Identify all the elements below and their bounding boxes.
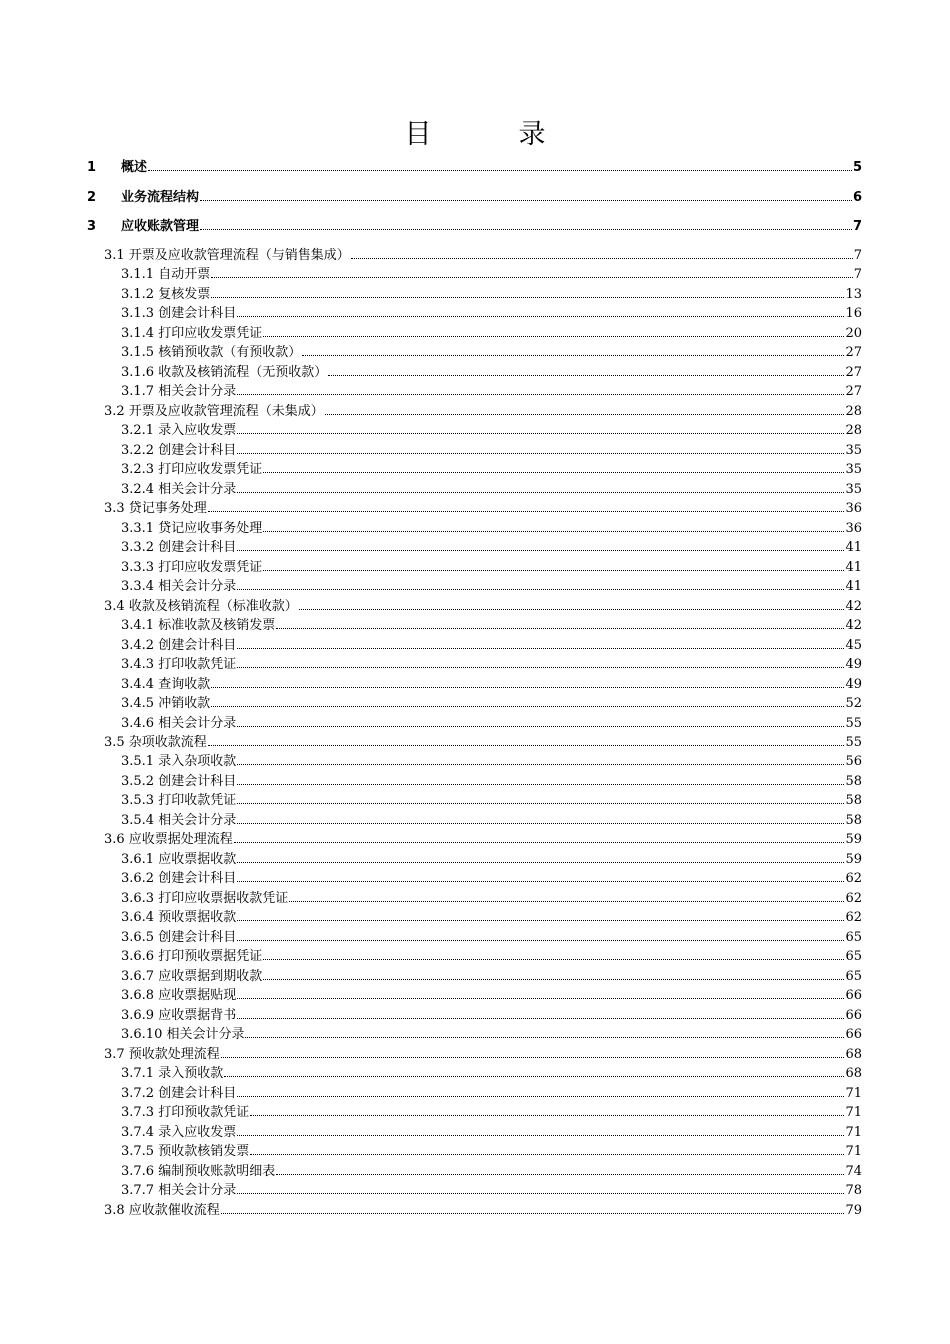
toc-dot-leader xyxy=(237,1018,844,1019)
toc-page-number: 78 xyxy=(845,1183,862,1199)
toc-chapter-entry xyxy=(87,214,862,234)
toc-dot-leader xyxy=(208,745,845,746)
toc-entry-title: 3.1.4 打印应收发票凭证 xyxy=(121,325,263,341)
toc-page-number: 62 xyxy=(845,890,862,906)
toc-entry-title: 3.7.6 编制预收账款明细表 xyxy=(121,1163,276,1179)
toc-entry-title: 3.8 应收款催收流程 xyxy=(104,1202,220,1218)
toc-section-entry xyxy=(104,245,862,263)
toc-chapter-number: 2 xyxy=(87,190,97,205)
toc-entry-title: 3.3.2 创建会计科目 xyxy=(121,540,237,556)
toc-subsection-entry xyxy=(121,907,862,925)
toc-subsection-entry xyxy=(121,264,862,282)
toc-dot-leader xyxy=(325,414,845,415)
toc-entry-title: 3.6.5 创建会计科目 xyxy=(121,929,237,945)
toc-dot-leader xyxy=(237,920,844,921)
toc-subsection-entry xyxy=(121,479,862,497)
toc-page-number: 35 xyxy=(845,442,862,458)
toc-page-number: 66 xyxy=(845,988,862,1004)
toc-dot-leader xyxy=(263,959,844,960)
toc-entry-title: 3.3.4 相关会计分录 xyxy=(121,579,237,595)
toc-dot-leader xyxy=(289,901,844,902)
toc-entry-title: 3.2.1 录入应收发票 xyxy=(121,423,237,439)
toc-dot-leader xyxy=(237,453,844,454)
toc-section-entry xyxy=(104,1200,862,1218)
toc-subsection-entry xyxy=(121,674,862,692)
toc-subsection-entry xyxy=(121,693,862,711)
toc-subsection-entry xyxy=(121,362,862,380)
toc-subsection-entry xyxy=(121,985,862,1003)
toc-page-number: 5 xyxy=(852,160,862,175)
toc-page-number: 62 xyxy=(845,910,862,926)
toc-dot-leader xyxy=(237,316,844,317)
toc-entry-title: 3.7.7 相关会计分录 xyxy=(121,1183,237,1199)
toc-chapter-number: 1 xyxy=(87,160,97,175)
toc-chapter-title: 概述 xyxy=(121,160,148,175)
toc-dot-leader xyxy=(263,570,844,571)
toc-dot-leader xyxy=(237,648,844,649)
toc-entry-title: 3.6.3 打印应收票据收款凭证 xyxy=(121,890,289,906)
toc-page-number: 27 xyxy=(845,364,862,380)
toc-subsection-entry xyxy=(121,810,862,828)
toc-subsection-entry xyxy=(121,1161,862,1179)
toc-dot-leader xyxy=(234,842,845,843)
toc-page-number: 62 xyxy=(845,871,862,887)
toc-subsection-entry xyxy=(121,420,862,438)
toc-subsection-entry xyxy=(121,615,862,633)
toc-dot-leader xyxy=(276,628,844,629)
toc-page-number: 71 xyxy=(845,1124,862,1140)
toc-entry-title: 3.7.4 录入应收发票 xyxy=(121,1124,237,1140)
toc-subsection-entry xyxy=(121,946,862,964)
toc-page-number: 59 xyxy=(845,851,862,867)
toc-dot-leader xyxy=(250,1154,844,1155)
toc-subsection-entry xyxy=(121,654,862,672)
toc-section-entry xyxy=(104,401,862,419)
toc-section-entry xyxy=(104,596,862,614)
toc-entry-title: 3.1 开票及应收款管理流程（与销售集成） xyxy=(104,248,350,263)
toc-page-number: 79 xyxy=(845,1202,862,1218)
toc-entry-title: 3.6.1 应收票据收款 xyxy=(121,851,237,867)
toc-dot-leader xyxy=(263,472,844,473)
toc-subsection-entry xyxy=(121,303,862,321)
toc-page-number: 58 xyxy=(845,773,862,789)
toc-dot-leader xyxy=(237,784,844,785)
toc-entry-title: 3.6.2 创建会计科目 xyxy=(121,871,237,887)
toc-subsection-entry xyxy=(121,1024,862,1042)
toc-dot-leader xyxy=(263,336,844,337)
toc-entry-title: 3.5.3 打印收款凭证 xyxy=(121,793,237,809)
toc-entry-title: 3.7.3 打印预收款凭证 xyxy=(121,1105,250,1121)
toc-entry-title: 3.1.3 创建会计科目 xyxy=(121,306,237,322)
toc-subsection-entry xyxy=(121,888,862,906)
toc-dot-leader xyxy=(237,1193,844,1194)
toc-entry-title: 3.2.2 创建会计科目 xyxy=(121,442,237,458)
toc-subsection-entry xyxy=(121,518,862,536)
toc-entry-title: 3.4 收款及核销流程（标准收款） xyxy=(104,598,298,614)
toc-subsection-entry xyxy=(121,771,862,789)
toc-dot-leader xyxy=(237,940,844,941)
toc-dot-leader xyxy=(237,589,844,590)
toc-dot-leader xyxy=(245,1037,844,1038)
toc-page-number: 27 xyxy=(845,345,862,361)
toc-dot-leader xyxy=(237,492,844,493)
toc-page-number: 7 xyxy=(853,248,862,263)
toc-dot-leader xyxy=(250,1115,844,1116)
toc-entry-title: 3.4.6 相关会计分录 xyxy=(121,715,237,731)
toc-entry-title: 3.7 预收款处理流程 xyxy=(104,1046,220,1062)
page-title: 目 录 xyxy=(404,119,576,150)
toc-page-number: 35 xyxy=(845,481,862,497)
toc-dot-leader xyxy=(237,550,844,551)
toc-dot-leader xyxy=(237,667,844,668)
toc-dot-leader xyxy=(263,531,844,532)
toc-page-number: 41 xyxy=(845,540,862,556)
toc-page-number: 36 xyxy=(845,520,862,536)
toc-dot-leader xyxy=(237,764,844,765)
toc-subsection-entry xyxy=(121,1005,862,1023)
toc-page-number: 71 xyxy=(845,1144,862,1160)
toc-page-number: 66 xyxy=(845,1027,862,1043)
toc-subsection-entry xyxy=(121,323,862,341)
toc-page-number: 6 xyxy=(852,190,862,205)
toc-entry-title: 3.4.4 查询收款 xyxy=(121,676,211,692)
toc-subsection-entry xyxy=(121,1122,862,1140)
toc-page-number: 58 xyxy=(845,812,862,828)
toc-subsection-entry xyxy=(121,635,862,653)
toc-dot-leader xyxy=(237,433,844,434)
toc-section-entry xyxy=(104,498,862,516)
toc-page-number: 58 xyxy=(845,793,862,809)
toc-dot-leader xyxy=(224,1076,844,1077)
toc-subsection-entry xyxy=(121,1083,862,1101)
toc-entry-title: 3.4.1 标准收款及核销发票 xyxy=(121,618,276,634)
toc-entry-title: 3.6 应收票据处理流程 xyxy=(104,832,233,848)
toc-entry-title: 3.3.1 贷记应收事务处理 xyxy=(121,520,263,536)
toc-subsection-entry xyxy=(121,713,862,731)
toc-chapter-title: 业务流程结构 xyxy=(121,190,200,205)
toc-subsection-entry xyxy=(121,927,862,945)
toc-page-number: 68 xyxy=(845,1046,862,1062)
toc-dot-leader xyxy=(211,297,844,298)
toc-subsection-entry xyxy=(121,537,862,555)
toc-page-number: 28 xyxy=(845,423,862,439)
toc-entry-title: 3.7.2 创建会计科目 xyxy=(121,1085,237,1101)
toc-entry-title: 3.4.2 创建会计科目 xyxy=(121,637,237,653)
toc-entry-title: 3.6.8 应收票据贴现 xyxy=(121,988,237,1004)
toc-section-entry xyxy=(104,829,862,847)
toc-entry-title: 3.7.5 预收款核销发票 xyxy=(121,1144,250,1160)
toc-dot-leader xyxy=(237,803,844,804)
toc-entry-title: 3.3.3 打印应收发票凭证 xyxy=(121,559,263,575)
toc-dot-leader xyxy=(208,511,845,512)
toc-dot-leader xyxy=(211,687,844,688)
toc-dot-leader xyxy=(211,706,844,707)
toc-page-number: 7 xyxy=(853,267,862,283)
toc-subsection-entry xyxy=(121,1102,862,1120)
toc-page-number: 35 xyxy=(845,462,862,478)
toc-page-number: 49 xyxy=(845,676,862,692)
toc-dot-leader xyxy=(237,998,844,999)
toc-subsection-entry xyxy=(121,751,862,769)
toc-page-number: 42 xyxy=(845,618,862,634)
toc-entry-title: 3.6.10 相关会计分录 xyxy=(121,1027,245,1043)
toc-entry-title: 3.2.4 相关会计分录 xyxy=(121,481,237,497)
toc-dot-leader xyxy=(237,726,844,727)
toc-page-number: 27 xyxy=(845,384,862,400)
toc-dot-leader xyxy=(221,1213,845,1214)
toc-dot-leader xyxy=(237,1096,844,1097)
toc-page-number: 68 xyxy=(845,1066,862,1082)
toc-dot-leader xyxy=(221,1057,845,1058)
toc-dot-leader xyxy=(200,200,852,201)
toc-chapter-entry xyxy=(87,155,862,175)
toc-entry-title: 3.4.3 打印收款凭证 xyxy=(121,657,237,673)
toc-page-number: 65 xyxy=(845,968,862,984)
toc-chapter-entry xyxy=(87,185,862,205)
toc-subsection-entry xyxy=(121,1141,862,1159)
toc-entry-title: 3.6.9 应收票据背书 xyxy=(121,1007,237,1023)
toc-page-number: 59 xyxy=(845,832,862,848)
toc-page-number: 42 xyxy=(845,598,862,614)
toc-subsection-entry xyxy=(121,284,862,302)
toc-page-number: 52 xyxy=(845,696,862,712)
toc-dot-leader xyxy=(302,355,844,356)
toc-entry-title: 3.1.7 相关会计分录 xyxy=(121,384,237,400)
toc-subsection-entry xyxy=(121,440,862,458)
toc-chapter-title: 应收账款管理 xyxy=(121,219,200,234)
toc-chapter-number: 3 xyxy=(87,219,97,234)
toc-page-number: 56 xyxy=(845,754,862,770)
toc-page-number: 71 xyxy=(845,1105,862,1121)
toc-entry-title: 3.7.1 录入预收款 xyxy=(121,1066,224,1082)
toc-page-number: 66 xyxy=(845,1007,862,1023)
toc-dot-leader xyxy=(299,609,845,610)
toc-dot-leader xyxy=(351,258,853,259)
toc-dot-leader xyxy=(237,881,844,882)
toc-page-number: 7 xyxy=(852,219,862,234)
toc-dot-leader xyxy=(200,229,852,230)
toc-dot-leader xyxy=(237,862,844,863)
toc-dot-leader xyxy=(237,394,844,395)
toc-section-entry xyxy=(104,1044,862,1062)
toc-entry-title: 3.6.7 应收票据到期收款 xyxy=(121,968,263,984)
toc-subsection-entry xyxy=(121,342,862,360)
toc-subsection-entry xyxy=(121,790,862,808)
toc-entry-title: 3.5.2 创建会计科目 xyxy=(121,773,237,789)
toc-page-number: 71 xyxy=(845,1085,862,1101)
toc-section-entry xyxy=(104,732,862,750)
toc-page-number: 41 xyxy=(845,559,862,575)
toc-entry-title: 3.5.4 相关会计分录 xyxy=(121,812,237,828)
toc-dot-leader xyxy=(328,375,844,376)
toc-entry-title: 3.5.1 录入杂项收款 xyxy=(121,754,237,770)
toc-entry-title: 3.6.4 预收票据收款 xyxy=(121,910,237,926)
toc-dot-leader xyxy=(148,170,852,171)
toc-entry-title: 3.1.2 复核发票 xyxy=(121,286,211,302)
toc-dot-leader xyxy=(237,1135,844,1136)
toc-entry-title: 3.5 杂项收款流程 xyxy=(104,735,207,750)
toc-page-number: 65 xyxy=(845,929,862,945)
toc-entry-title: 3.4.5 冲销收款 xyxy=(121,696,211,712)
toc-entry-title: 3.6.6 打印预收票据凭证 xyxy=(121,949,263,965)
toc-page-number: 55 xyxy=(845,715,862,731)
toc-subsection-entry xyxy=(121,459,862,477)
toc-page-number: 74 xyxy=(845,1163,862,1179)
toc-entry-title: 3.1.6 收款及核销流程（无预收款） xyxy=(121,364,328,380)
toc-dot-leader xyxy=(211,277,853,278)
toc-subsection-entry xyxy=(121,1063,862,1081)
toc-page-number: 13 xyxy=(845,286,862,302)
toc-subsection-entry xyxy=(121,381,862,399)
toc-subsection-entry xyxy=(121,868,862,886)
toc-page-number: 41 xyxy=(845,579,862,595)
toc-dot-leader xyxy=(276,1174,844,1175)
toc-subsection-entry xyxy=(121,557,862,575)
toc-subsection-entry xyxy=(121,966,862,984)
toc-page-number: 36 xyxy=(845,501,862,517)
toc-page-number: 45 xyxy=(845,637,862,653)
toc-page-number: 49 xyxy=(845,657,862,673)
toc-page-number: 65 xyxy=(845,949,862,965)
toc-entry-title: 3.1.5 核销预收款（有预收款） xyxy=(121,345,302,361)
toc-entry-title: 3.2.3 打印应收发票凭证 xyxy=(121,462,263,478)
toc-page-number: 55 xyxy=(845,735,862,750)
toc-subsection-entry xyxy=(121,576,862,594)
toc-entry-title: 3.3 贷记事务处理 xyxy=(104,501,207,517)
toc-page-number: 16 xyxy=(845,306,862,322)
toc-page-number: 28 xyxy=(845,403,862,419)
toc-subsection-entry xyxy=(121,1180,862,1198)
toc-entry-title: 3.2 开票及应收款管理流程（未集成） xyxy=(104,403,324,419)
toc-dot-leader xyxy=(263,979,844,980)
toc-page-number: 20 xyxy=(845,325,862,341)
toc-dot-leader xyxy=(237,823,844,824)
toc-subsection-entry xyxy=(121,849,862,867)
toc-entry-title: 3.1.1 自动开票 xyxy=(121,267,211,283)
